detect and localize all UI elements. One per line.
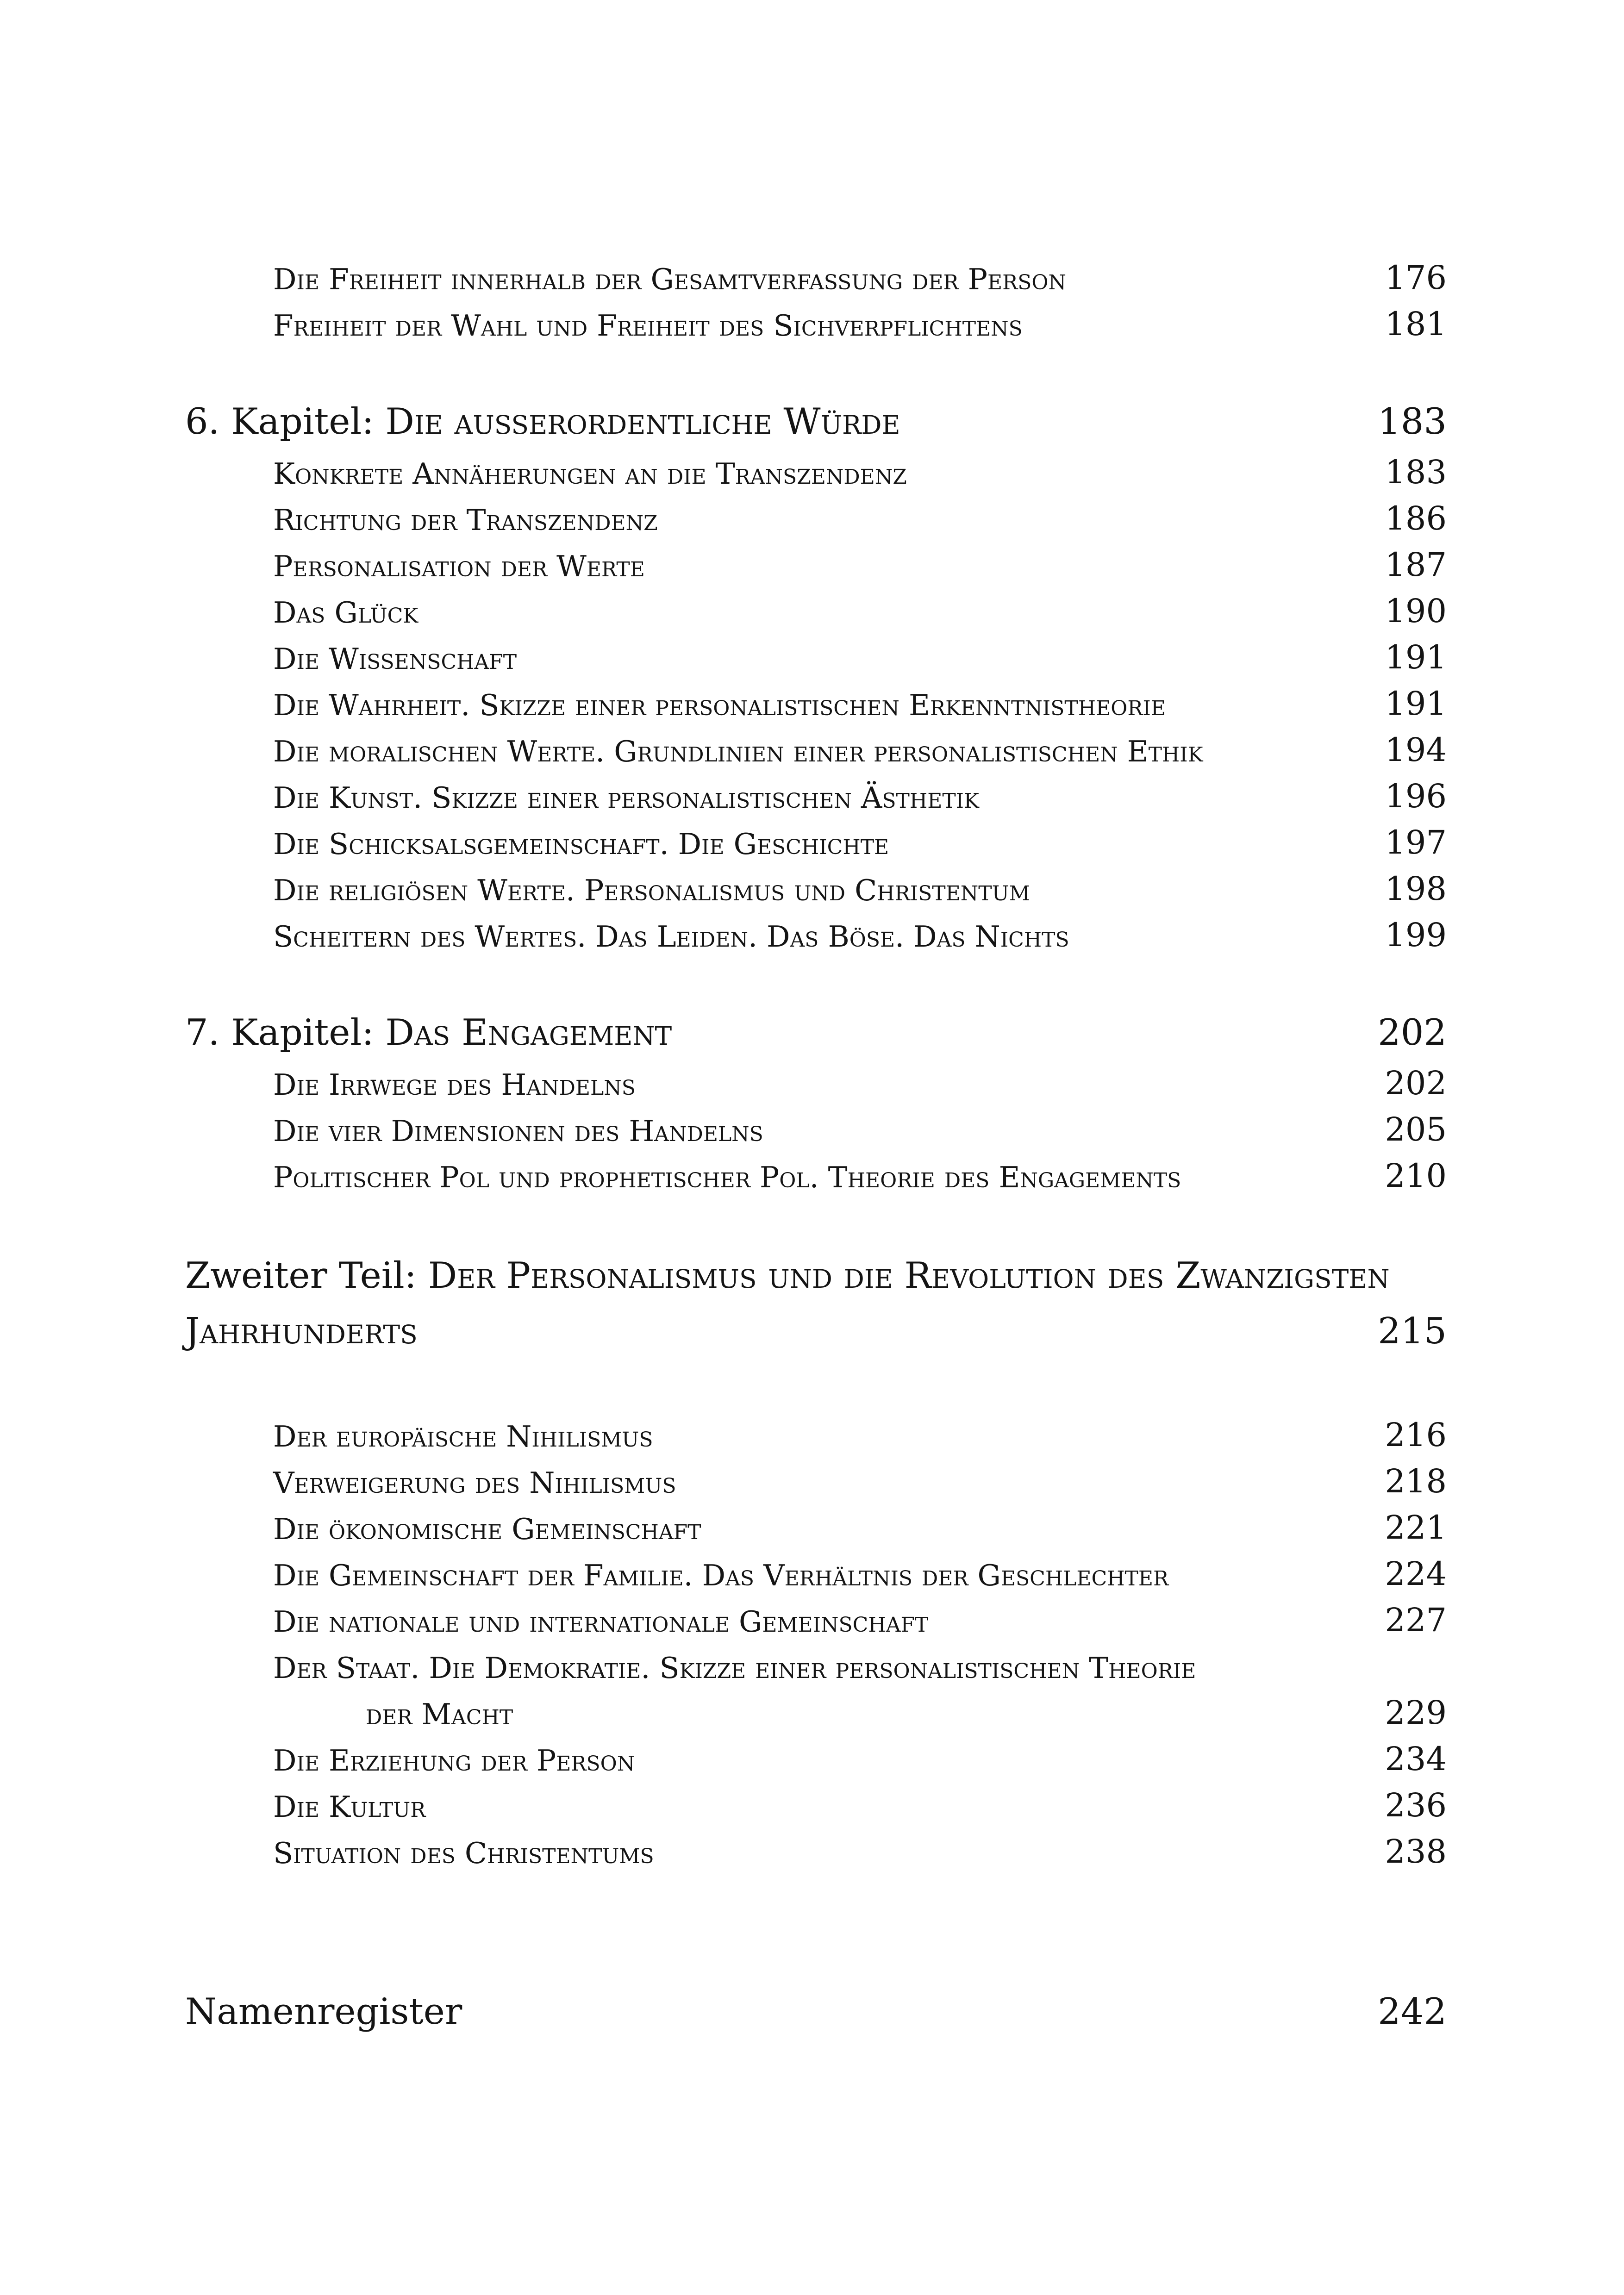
toc-entry[interactable] [185,488,1447,535]
toc-entry-title: Die vier Dimensionen des Handelns [273,1114,763,1148]
toc-entry-title: Die religiösen Werte. Personalismus und Christentum [273,873,1030,907]
toc-entry-page: 194 [1385,731,1447,769]
toc-entry-title: Die Erziehung der Person [273,1744,635,1777]
toc-entry[interactable] [185,1636,1447,1683]
toc-entry-title: Die Freiheit innerhalb der Gesamtverfassung der Person [273,262,1066,296]
toc-entry-page: 229 [1385,1694,1447,1732]
toc-entry[interactable] [185,1544,1447,1593]
toc-entry-title: Situation des Christentums [273,1836,654,1870]
toc-entry-page: 205 [1385,1110,1447,1148]
register-title: Namenregister [185,1991,462,2033]
chapter-label: 6. Kapitel: [185,401,374,443]
part-heading[interactable] [185,1247,1447,1297]
toc-entry-title: Freiheit der Wahl und Freiheit des Sichverpflichtens [273,309,1023,343]
part-page: 215 [1378,1310,1447,1352]
part-heading-cont[interactable] [185,1303,1447,1352]
chapter-page: 202 [1378,1012,1447,1054]
toc-entry-title: Die Wahrheit. Skizze einer personalistischen Erkenntnistheorie [273,688,1166,722]
toc-entry-title: Die nationale und internationale Gemeinschaft [273,1605,929,1639]
toc-entry-title: Die Wissenschaft [273,642,517,676]
toc-entry-page: 227 [1385,1601,1447,1639]
toc-entry-page: 187 [1385,546,1447,584]
part-name: Der Personalismus und die Revolution des Zwanzigsten [428,1255,1390,1297]
chapter-heading[interactable] [185,393,1447,443]
toc-entry-title: Verweigerung des Nihilismus [273,1466,676,1500]
chapter-heading[interactable] [185,1004,1447,1054]
toc-entry[interactable] [185,1146,1447,1195]
toc-entry-title: Politischer Pol und prophetischer Pol. Theorie des Engagements [273,1160,1181,1194]
toc-entry-page: 236 [1385,1786,1447,1824]
toc-entry-page: 183 [1385,453,1447,491]
toc-entry[interactable] [185,1405,1447,1454]
toc-entry-page: 221 [1385,1509,1447,1547]
toc-entry-title: Personalisation der Werte [273,549,645,583]
toc-entry[interactable] [185,1729,1447,1778]
toc-entry[interactable] [185,1451,1447,1500]
toc-entry-title: Der europäische Nihilismus [273,1420,653,1453]
toc-entry[interactable] [185,720,1447,769]
toc-entry-page: 198 [1385,870,1447,908]
toc-entry-page: 224 [1385,1555,1447,1593]
toc-entry-title: Das Glück [273,596,418,630]
toc-entry-page: 218 [1385,1462,1447,1500]
toc-entry-title: Die Kunst. Skizze einer personalistischen Ästhetik [273,781,979,815]
toc-entry[interactable] [185,442,1447,491]
toc-entry[interactable] [185,905,1447,954]
toc-entry[interactable] [185,627,1447,674]
toc-entry-page: 186 [1385,499,1447,537]
toc-entry[interactable] [185,581,1447,630]
toc-entry-page: 199 [1385,916,1447,954]
toc-entry-page: 181 [1385,305,1447,343]
register-page: 242 [1378,1991,1447,2033]
toc-entry[interactable] [185,674,1447,723]
part-title-line1 [185,1255,1390,1297]
toc-entry-title: Scheitern des Wertes. Das Leiden. Das Böse. Das Nichts [273,920,1069,954]
toc-entry-title: Die Schicksalsgemeinschaft. Die Geschichte [273,827,889,861]
toc-entry-page: 238 [1385,1833,1447,1871]
toc-entry[interactable] [185,294,1447,343]
toc-entry-title-cont: der Macht [366,1697,513,1731]
toc-entry-title: Die ökonomische Gemeinschaft [273,1512,701,1546]
toc-entry-page: 197 [1385,823,1447,861]
toc-entry[interactable] [185,1821,1447,1871]
toc-entry[interactable] [185,859,1447,908]
chapter-page: 183 [1378,401,1447,443]
toc-entry-title: Richtung der Transzendenz [273,503,658,537]
toc-entry[interactable] [185,1775,1447,1824]
toc-entry-page: 202 [1385,1064,1447,1102]
register-heading[interactable] [185,1983,1447,2033]
chapter-label: 7. Kapitel: [185,1012,374,1054]
toc-entry[interactable] [185,248,1447,297]
part-label: Zweiter Teil: [185,1255,417,1297]
toc-entry-title: Die Irrwege des Handelns [273,1068,636,1102]
toc-entry-title: Die Gemeinschaft der Familie. Das Verhältnis der Geschlechter [273,1559,1169,1592]
toc-entry[interactable] [185,1497,1447,1547]
toc-entry-page: 210 [1385,1157,1447,1195]
toc-entry[interactable] [185,1590,1447,1639]
toc-entry-cont[interactable] [185,1683,1447,1732]
chapter-name: Die ausserordentliche Würde [385,401,900,443]
toc-entry-title: Konkrete Annäherungen an die Transzendenz [273,457,907,491]
toc-entry-page: 191 [1385,685,1447,723]
toc-entry-page: 216 [1385,1416,1447,1454]
toc-entry[interactable] [185,1099,1447,1146]
toc-entry-page: 234 [1385,1740,1447,1778]
toc-entry-page: 196 [1385,777,1447,815]
toc-entry-page: 190 [1385,592,1447,630]
toc-entry[interactable] [185,812,1447,859]
toc-entry-title: Die Kultur [273,1790,426,1824]
toc-entry-title: Der Staat. Die Demokratie. Skizze einer personalistischen Theorie [273,1651,1196,1685]
toc-entry-title: Die moralischen Werte. Grundlinien einer personalistischen Ethik [273,735,1203,768]
toc-entry[interactable] [185,535,1447,584]
toc-entry-page: 191 [1385,638,1447,676]
chapter-title [185,401,900,443]
toc-entry-page: 176 [1385,259,1447,297]
chapter-title [185,1012,672,1054]
chapter-name: Das Engagement [385,1012,672,1054]
part-title-line2: Jahrhunderts [185,1310,418,1352]
toc-entry[interactable] [185,766,1447,815]
toc-entry[interactable] [185,1053,1447,1102]
